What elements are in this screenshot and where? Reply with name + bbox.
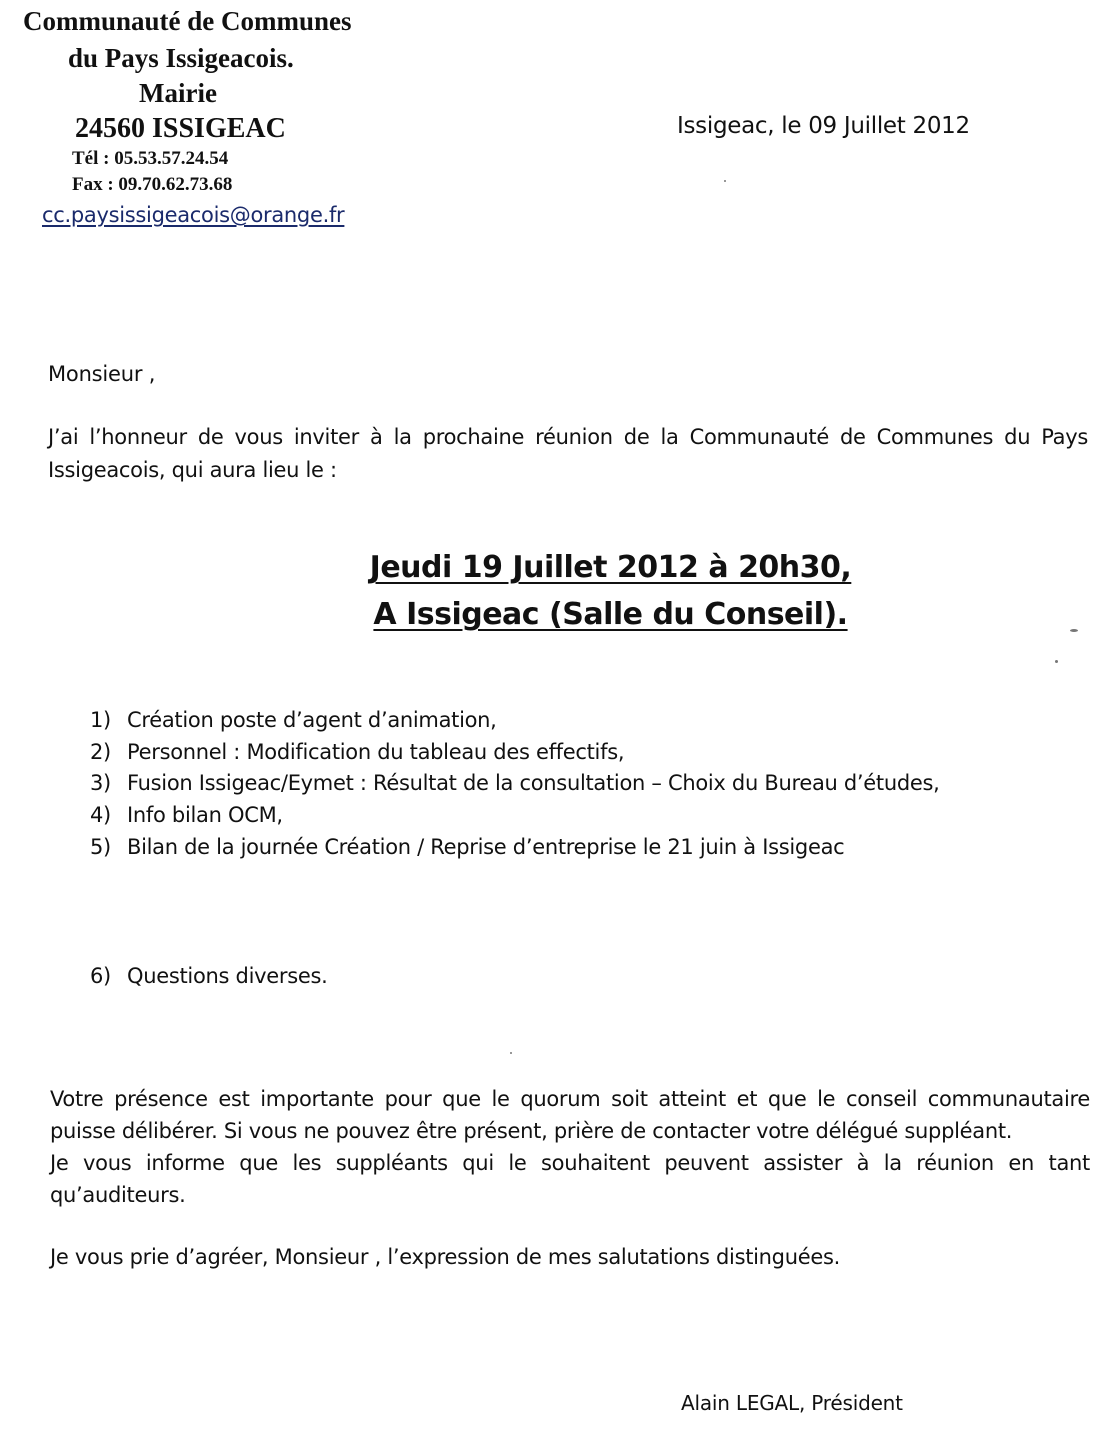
substitutes-paragraph (50, 1147, 1090, 1211)
agenda-item-number: 3) (90, 771, 111, 795)
agenda-item-text: Création poste d’agent d’animation, (127, 708, 497, 732)
agenda-item-text: Fusion Issigeac/Eymet : Résultat de la consultation – Choix du Bureau d’études, (127, 771, 940, 795)
letterhead-region: du Pays Issigeacois. (68, 43, 294, 73)
scan-speck (724, 180, 726, 182)
agenda-item-text: Bilan de la journée Création / Reprise d’entreprise le 21 juin à Issigeac (127, 835, 845, 859)
quorum-paragraph-line: Votre présence est importante pour que le quorum soit atteint et que le conseil communautaire (50, 1087, 1090, 1111)
agenda-item (90, 740, 624, 764)
letterhead-phone: Tél : 05.53.57.24.54 (72, 148, 229, 169)
signature: Alain LEGAL, Président (681, 1391, 903, 1415)
substitutes-paragraph-line: qu’auditeurs. (50, 1183, 186, 1207)
quorum-paragraph (50, 1083, 1090, 1147)
agenda-item-number: 4) (90, 803, 111, 827)
agenda-item-number: 1) (90, 708, 111, 732)
letterhead-postal-address: 24560 ISSIGEAC (75, 113, 286, 144)
letterhead-mairie: Mairie (139, 78, 217, 108)
scan-speck (510, 1052, 512, 1054)
agenda-item-text: Personnel : Modification du tableau des effectifs, (127, 740, 625, 764)
agenda-item-text: Questions diverses. (127, 964, 328, 988)
agenda-item-text: Info bilan OCM, (127, 803, 283, 827)
scan-speck (1055, 660, 1058, 663)
agenda-item-number: 5) (90, 835, 111, 859)
letter-date: Issigeac, le 09 Juillet 2012 (677, 113, 970, 139)
agenda-item (90, 964, 327, 988)
quorum-paragraph-line: puisse délibérer. Si vous ne pouvez être présent, prière de contacter votre délégué suppléant. (50, 1119, 1013, 1143)
agenda-item-number: 2) (90, 740, 111, 764)
agenda-item-number: 6) (90, 964, 111, 988)
letterhead-fax: Fax : 09.70.62.73.68 (72, 174, 233, 195)
letterhead-organization: Communauté de Communes (23, 6, 352, 36)
agenda-item (90, 708, 497, 732)
meeting-date-heading (55, 550, 1111, 585)
meeting-date-text: Jeudi 19 Juillet 2012 à 20h30, (369, 550, 852, 585)
meeting-location-heading (55, 597, 1111, 632)
closing-formula: Je vous prie d’agréer, Monsieur , l’expression de mes salutations distinguées. (50, 1245, 840, 1269)
scan-speck (1070, 629, 1078, 632)
intro-paragraph: J’ai l’honneur de vous inviter à la prochaine réunion de la Communauté de Communes du Pays Issigeacois, qui aura lieu le : (48, 425, 1088, 482)
substitutes-paragraph-line: Je vous informe que les suppléants qui le souhaitent peuvent assister à la réunion en tant (50, 1151, 1090, 1175)
agenda-item (90, 835, 844, 859)
agenda-item (90, 771, 940, 795)
meeting-location-text: A Issigeac (Salle du Conseil). (373, 597, 848, 632)
salutation: Monsieur , (48, 362, 156, 386)
agenda-item (90, 803, 283, 827)
letterhead-email-link[interactable]: cc.paysissigeacois@orange.fr (42, 203, 345, 227)
